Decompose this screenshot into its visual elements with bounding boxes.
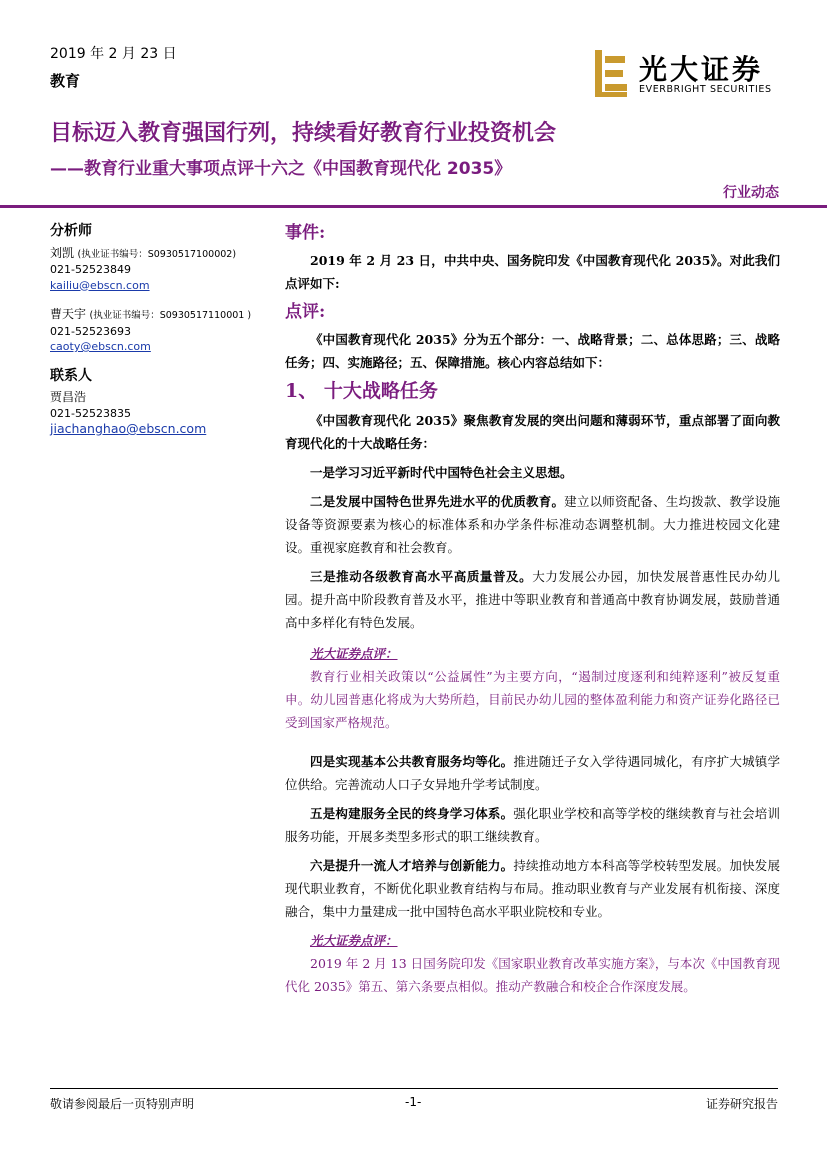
- company-logo: [593, 48, 778, 100]
- contact-email-link[interactable]: jiachanghao@ebscn.com: [50, 421, 207, 436]
- ebs-comment-body: 教育行业相关政策以“公益属性”为主要方向，“遏制过度逐利和纯粹逐利”被反复重申。幼儿园普惠化将成为大势所趋，目前民办幼儿园的整体盈利能力和资产证券化路径已受到国家严格规范。: [285, 669, 780, 730]
- analyst-email-link[interactable]: caoty@ebscn.com: [50, 340, 151, 353]
- contact-card: [50, 390, 260, 437]
- ebs-comment-title: 光大证券点评：: [310, 646, 398, 661]
- comment-heading: 点评:: [285, 302, 326, 322]
- event-paragraph: 2019 年 2 月 23 日，中共中央、国务院印发《中国教育现代化 2035》。对此我们点评如下:: [285, 253, 780, 291]
- main-content: [285, 222, 780, 1014]
- report-type-label: 行业动态: [723, 185, 779, 201]
- analyst-phone: 021-52523849: [50, 263, 131, 276]
- analyst-phone: 021-52523693: [50, 324, 131, 338]
- analyst-card: [50, 246, 260, 294]
- logo-mark-icon: [593, 48, 631, 100]
- analyst-email-link[interactable]: kailiu@ebscn.com: [50, 278, 150, 292]
- task-item: 一是学习习近平新时代中国特色社会主义思想。: [310, 465, 573, 480]
- analyst-name: 曹天宇: [50, 307, 87, 321]
- footer-report-label: 证券研究报告: [705, 1097, 778, 1111]
- footer-disclaimer: 敬请参阅最后一页特别声明: [50, 1097, 195, 1111]
- report-date: 2019 年 2 月 23 日: [50, 46, 177, 62]
- contact-heading: 联系人: [50, 367, 92, 384]
- report-title: 目标迈入教育强国行列，持续看好教育行业投资机会: [50, 121, 557, 146]
- logo-english-text: EVERBRIGHT SECURITIES: [639, 84, 772, 95]
- analyst-name: 刘凯: [50, 245, 75, 260]
- task-item: 六是提升一流人才培养与创新能力。持续推动地方本科高等学校转型发展。加快发展现代职业教育，不断优化职业教育结构与布局。推动职业教育与产业发展有机衔接、深度融合，集中力量建成一批中国特色高水平职业院校和专业。: [285, 858, 780, 919]
- footer-divider: [50, 1088, 778, 1089]
- ebs-comment-title: 光大证券点评：: [310, 933, 398, 948]
- logo-chinese-text: 光大证券: [639, 53, 764, 86]
- event-heading: 事件:: [285, 223, 326, 243]
- ebs-comment-body: 2019 年 2 月 13 日国务院印发《国家职业教育改革实施方案》，与本次《中国教育现代化 2035》第五、第六条要点相似。推动产教融合和校企合作深度发展。: [285, 956, 780, 994]
- section-heading: 1、 十大战略任务: [285, 380, 438, 402]
- header-divider: [0, 205, 827, 208]
- sidebar: [50, 224, 260, 437]
- sector-label: 教育: [50, 72, 81, 90]
- task-item: 四是实现基本公共教育服务均等化。推进随迁子女入学待遇同城化，有序扩大城镇学位供给。完善流动人口子女异地升学考试制度。: [285, 754, 780, 792]
- section-intro: 《中国教育现代化 2035》聚焦教育发展的突出问题和薄弱环节，重点部署了面向教育现代化的十大战略任务：: [285, 413, 780, 451]
- contact-name: 贾昌浩: [50, 390, 87, 404]
- analyst-cert: (执业证书编号：S0930517110001 ): [89, 310, 252, 321]
- report-subtitle: ——教育行业重大事项点评十六之《中国教育现代化 2035》: [50, 159, 512, 179]
- comment-paragraph: 《中国教育现代化 2035》分为五个部分：一、战略背景；二、总体思路；三、战略任务；四、实施路径；五、保障措施。核心内容总结如下：: [285, 332, 780, 370]
- analyst-cert: (执业证书编号：S0930517100002): [77, 248, 237, 260]
- page-number: -1-: [405, 1095, 422, 1109]
- contact-phone: 021-52523835: [50, 406, 131, 420]
- task-item: 二是发展中国特色世界先进水平的优质教育。建立以师资配备、生均拨款、教学设施设备等资源要素为核心的标准体系和办学条件标准动态调整机制。大力推进校园文化建设。重视家庭教育和社会教育。: [285, 494, 780, 555]
- task-item: 三是推动各级教育高水平高质量普及。大力发展公办园，加快发展普惠性民办幼儿园。提升高中阶段教育普及水平，推进中等职业教育和普通高中教育协调发展，鼓励普通高中多样化有特色发展。: [285, 569, 780, 630]
- task-item: 五是构建服务全民的终身学习体系。强化职业学校和高等学校的继续教育与社会培训服务功能，开展多类型多形式的职工继续教育。: [285, 806, 780, 844]
- analyst-heading: 分析师: [50, 223, 92, 239]
- analyst-card: [50, 307, 260, 355]
